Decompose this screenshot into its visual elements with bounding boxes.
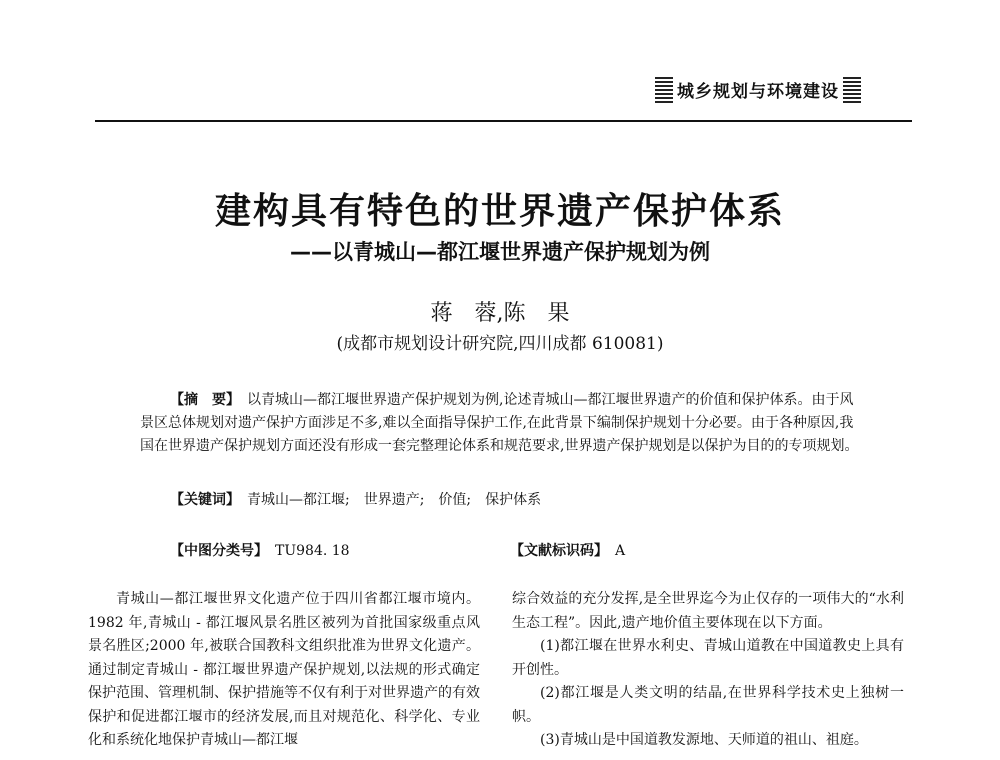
- header-ornament-icon: [843, 75, 861, 103]
- journal-section-header: [651, 75, 865, 103]
- body-paragraph: 青城山—都江堰世界文化遗产位于四川省都江堰市境内。1982 年,青城山 - 都江堰风景名胜区被列为首批国家级重点风景名胜区;2000 年,被联合国教科文组织批准为世界文化遗产。通过制定青城山 - 都江堰世界遗产保护规划,以法规的形式确定保护范围、管理机制、保护措施等不仅有利于对世界遗产的有效保护和促进都江堰市的经济发展,而且对规范化、科学化、专业化和系统化地保护青城山—都江堰: [88, 591, 480, 748]
- body-left-column: [88, 588, 480, 753]
- value-item: (1)都江堰在世界水利史、青城山道教在中国道教史上具有开创性。: [512, 638, 904, 678]
- keywords-label: 【关键词】: [170, 492, 233, 508]
- article-authors: 蒋 蓉,陈 果: [430, 301, 570, 326]
- article-title: 建构具有特色的世界遗产保护体系: [214, 191, 785, 232]
- abstract: [140, 389, 860, 458]
- clc-number: [170, 540, 350, 560]
- document-code: [510, 540, 625, 560]
- abstract-text: 以青城山—都江堰世界遗产保护规划为例,论述青城山—都江堰世界遗产的价值和保护体系。由于风景区总体规划对遗产保护方面涉足不多,难以全面指导保护工作,在此背景下编制保护规划十分必要。由于各种原因,我国在世界遗产保护规划方面还没有形成一套完整理论体系和规范要求,世界遗产保护规划是以保护为目的的专项规划。: [140, 392, 859, 454]
- doc-code-label: 【文献标识码】: [510, 543, 601, 559]
- clc-value: TU984. 18: [275, 543, 350, 559]
- clc-label: 【中图分类号】: [170, 543, 261, 559]
- abstract-label: 【摘 要】: [170, 392, 233, 408]
- value-item: (2)都江堰是人类文明的结晶,在世界科学技术史上独树一帜。: [512, 685, 904, 725]
- header-rule: [95, 120, 912, 122]
- body-paragraph-continuation: 综合效益的充分发挥,是全世界迄今为止仅存的一项伟大的“水利生态工程”。因此,遗产地价值主要体现在以下方面。: [512, 591, 904, 631]
- keywords: [170, 489, 870, 512]
- doc-code-value: A: [615, 543, 626, 559]
- section-label: 城乡规划与环境建设: [677, 81, 839, 102]
- value-item: (3)青城山是中国道教发源地、天师道的祖山、祖庭。: [540, 732, 868, 748]
- article-subtitle: ——以青城山—都江堰世界遗产保护规划为例: [290, 240, 710, 264]
- keywords-text: 青城山—都江堰; 世界遗产; 价值; 保护体系: [247, 492, 542, 508]
- header-ornament-icon: [655, 75, 673, 103]
- body-right-column: [512, 588, 904, 753]
- author-affiliation: (成都市规划设计研究院,四川成都 610081): [336, 334, 664, 354]
